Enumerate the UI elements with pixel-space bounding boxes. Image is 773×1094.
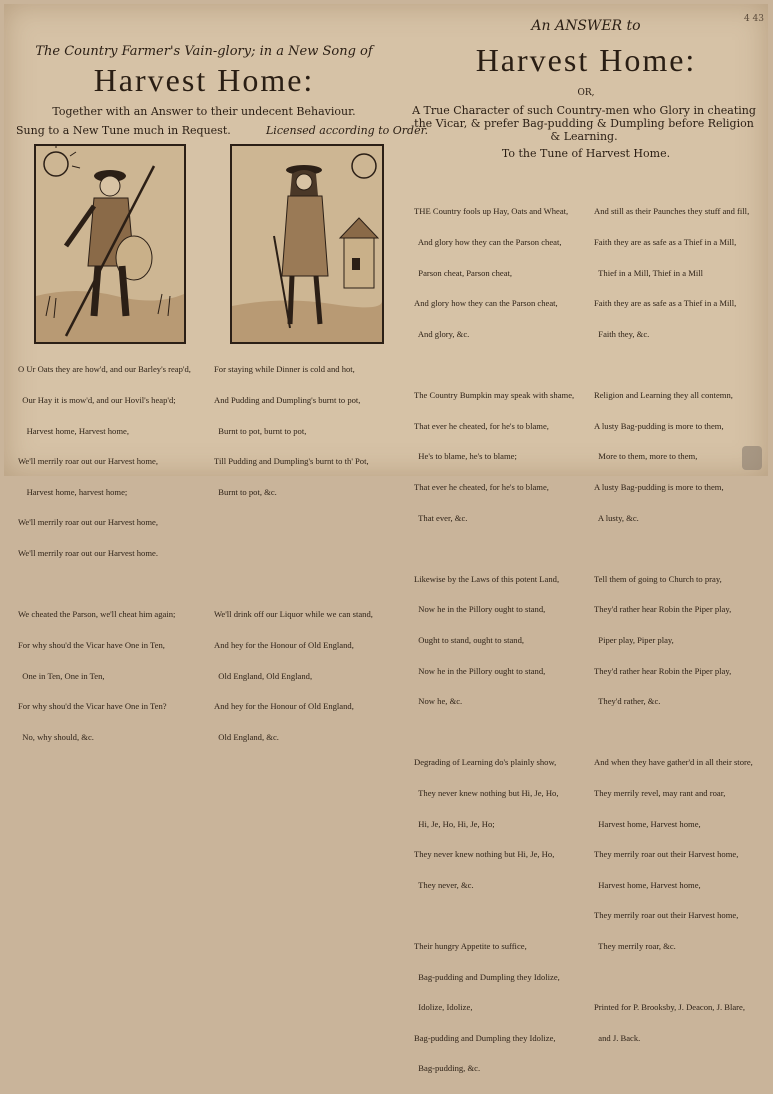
farmer-figure-icon bbox=[36, 146, 184, 342]
verse-line: Hi, Je, Ho, Hi, Je, Ho; bbox=[414, 818, 495, 829]
verse-line: They never knew nothing but Hi, Je, Ho, bbox=[414, 849, 555, 860]
verse-line: For why shou'd the Vicar have One in Ten? bbox=[18, 701, 167, 712]
verse-line: That ever he cheated, for he's to blame, bbox=[414, 420, 549, 431]
verse-line: Parson cheat, Parson cheat, bbox=[414, 267, 513, 278]
verse-line: No, why should, &c. bbox=[18, 731, 94, 742]
verse-line bbox=[594, 543, 753, 553]
verse-line: We'll merrily roar out our Harvest home, bbox=[18, 517, 158, 528]
verse-line: Old England, &c. bbox=[214, 731, 279, 742]
verse-line: And glory how they can the Parson cheat, bbox=[414, 237, 562, 248]
verse-line: We'll merrily roar out our Harvest home, bbox=[18, 456, 158, 467]
broadside-sheet bbox=[4, 4, 768, 1074]
right-subtitle: A True Character of such Country-men who Glory in cheating the Vicar, & prefer Bag-pudding & Dumpling before Religion & Learning. bbox=[412, 104, 756, 143]
left-big-title: Harvest Home: bbox=[93, 62, 315, 98]
verse-line: Harvest home, Harvest home, bbox=[18, 425, 129, 436]
verse-line: Faith they, &c. bbox=[594, 328, 650, 339]
verse-line: Burnt to pot, &c. bbox=[214, 486, 277, 497]
verse-line: And when they have gather'd in all their store, bbox=[594, 757, 753, 768]
verse-line: Religion and Learning they all contemn, bbox=[594, 390, 733, 401]
verse-line: Idolize, Idolize, bbox=[414, 1002, 473, 1013]
page-number: 4 43 bbox=[743, 14, 764, 24]
verse-line: Their hungry Appetite to suffice, bbox=[414, 941, 527, 952]
verse-line: We'll drink off our Liquor while we can stand, bbox=[214, 609, 373, 620]
verse-line: Faith they are as safe as a Thief in a Mill, bbox=[594, 298, 737, 309]
verse-line bbox=[594, 727, 753, 737]
verse-line: He's to blame, he's to blame; bbox=[414, 451, 517, 462]
gentleman-figure-icon bbox=[232, 146, 382, 342]
verse-line: For staying while Dinner is cold and hot, bbox=[214, 364, 355, 375]
verse-line bbox=[594, 359, 753, 369]
verse-line: Harvest home, harvest home; bbox=[18, 486, 128, 497]
verse-line: Till Pudding and Dumpling's burnt to th' Pot, bbox=[214, 456, 369, 467]
verse-line: And hey for the Honour of Old England, bbox=[214, 701, 354, 712]
verse-line: Our Hay it is mow'd, and our Hovil's heap'd; bbox=[18, 395, 176, 406]
verse-line: A lusty Bag-pudding is more to them, bbox=[594, 481, 724, 492]
verse-line: More to them, more to them, bbox=[594, 451, 698, 462]
right-verse-col2 bbox=[594, 186, 753, 1063]
verse-line bbox=[18, 579, 191, 589]
verse-line: The Country Bumpkin may speak with shame, bbox=[414, 390, 575, 401]
verse-line: They never, &c. bbox=[414, 879, 474, 890]
right-title-line: An ANSWER to bbox=[531, 18, 641, 34]
verse-line bbox=[414, 727, 574, 737]
verse-line: They'd rather hear Robin the Piper play, bbox=[594, 604, 732, 615]
verse-line: Faith they are as safe as a Thief in a Mill, bbox=[594, 237, 737, 248]
verse-line: Harvest home, Harvest home, bbox=[594, 818, 701, 829]
verse-line: They merrily revel, may rant and roar, bbox=[594, 787, 726, 798]
verse-line: One in Ten, One in Ten, bbox=[18, 670, 105, 681]
verse-line: Tell them of going to Church to pray, bbox=[594, 573, 722, 584]
verse-line: THE Country fools up Hay, Oats and Wheat, bbox=[414, 206, 569, 217]
left-subtitle: Together with an Answer to their undecent Behaviour. bbox=[52, 105, 356, 118]
verse-line: Harvest home, Harvest home, bbox=[594, 879, 701, 890]
verse-line: Bag-pudding and Dumpling they Idolize, bbox=[414, 1032, 556, 1043]
right-verse-col1 bbox=[414, 186, 574, 1094]
verse-line bbox=[414, 910, 574, 920]
verse-line bbox=[414, 359, 574, 369]
verse-line bbox=[214, 517, 373, 527]
left-licensed: Licensed according to Order. bbox=[266, 124, 429, 137]
verse-line: For why shou'd the Vicar have One in Ten, bbox=[18, 639, 165, 650]
verse-line: Now he, &c. bbox=[414, 696, 463, 707]
verse-line: And Pudding and Dumpling's burnt to pot, bbox=[214, 395, 361, 406]
right-tune: To the Tune of Harvest Home. bbox=[501, 147, 671, 160]
verse-line: Thief in a Mill, Thief in a Mill bbox=[594, 267, 703, 278]
verse-line: And glory, &c. bbox=[414, 328, 470, 339]
verse-line: That ever he cheated, for he's to blame, bbox=[414, 481, 549, 492]
verse-line: O Ur Oats they are how'd, and our Barley's reap'd, bbox=[18, 364, 191, 375]
verse-line: We cheated the Parson, we'll cheat him again; bbox=[18, 609, 176, 620]
verse-line: They merrily roar out their Harvest home, bbox=[594, 849, 739, 860]
verse-line: Degrading of Learning do's plainly show, bbox=[414, 757, 557, 768]
verse-line: Now he in the Pillory ought to stand, bbox=[414, 665, 546, 676]
verse-line: Bag-pudding, &c. bbox=[414, 1063, 481, 1074]
verse-line bbox=[414, 543, 574, 553]
verse-line: They'd rather, &c. bbox=[594, 696, 661, 707]
verse-line: Ought to stand, ought to stand, bbox=[414, 634, 525, 645]
verse-line bbox=[214, 548, 373, 558]
verse-line: A lusty Bag-pudding is more to them, bbox=[594, 420, 724, 431]
verse-line bbox=[594, 972, 753, 982]
right-big-title: Harvest Home: bbox=[475, 42, 697, 78]
left-title-line: The Country Farmer's Vain-glory; in a New Song of bbox=[35, 44, 373, 59]
left-verse-col2 bbox=[214, 344, 373, 762]
verse-line: They'd rather hear Robin the Piper play, bbox=[594, 665, 732, 676]
verse-line: And glory how they can the Parson cheat, bbox=[414, 298, 558, 309]
verse-line: Old England, Old England, bbox=[214, 670, 313, 681]
verse-line bbox=[214, 579, 373, 589]
verse-line: They merrily roar out their Harvest home, bbox=[594, 910, 739, 921]
left-sung-to: Sung to a New Tune much in Request. bbox=[16, 124, 231, 137]
right-or: OR, bbox=[577, 88, 595, 98]
verse-line: A lusty, &c. bbox=[594, 512, 639, 523]
verse-line: We'll merrily roar out our Harvest home. bbox=[18, 548, 158, 559]
verse-line: Bag-pudding and Dumpling they Idolize, bbox=[414, 971, 560, 982]
printer-imprint: Printed for P. Brooksby, J. Deacon, J. Blare, bbox=[594, 1002, 746, 1013]
verse-line: And still as their Paunches they stuff and fill, bbox=[594, 206, 750, 217]
left-verse-col1 bbox=[18, 344, 191, 762]
printer-imprint: and J. Back. bbox=[594, 1032, 641, 1043]
verse-line: Now he in the Pillory ought to stand, bbox=[414, 604, 546, 615]
verse-line: That ever, &c. bbox=[414, 512, 468, 523]
woodcut-farmer bbox=[34, 144, 186, 344]
verse-line: They merrily roar, &c. bbox=[594, 941, 676, 952]
verse-line: Piper play, Piper play, bbox=[594, 634, 674, 645]
woodcut-gentleman bbox=[230, 144, 384, 344]
verse-line: Burnt to pot, burnt to pot, bbox=[214, 425, 307, 436]
verse-line: Likewise by the Laws of this potent Land, bbox=[414, 573, 560, 584]
verse-line: They never knew nothing but Hi, Je, Ho, bbox=[414, 787, 559, 798]
library-stamp-icon bbox=[742, 446, 762, 470]
verse-line: And hey for the Honour of Old England, bbox=[214, 639, 354, 650]
